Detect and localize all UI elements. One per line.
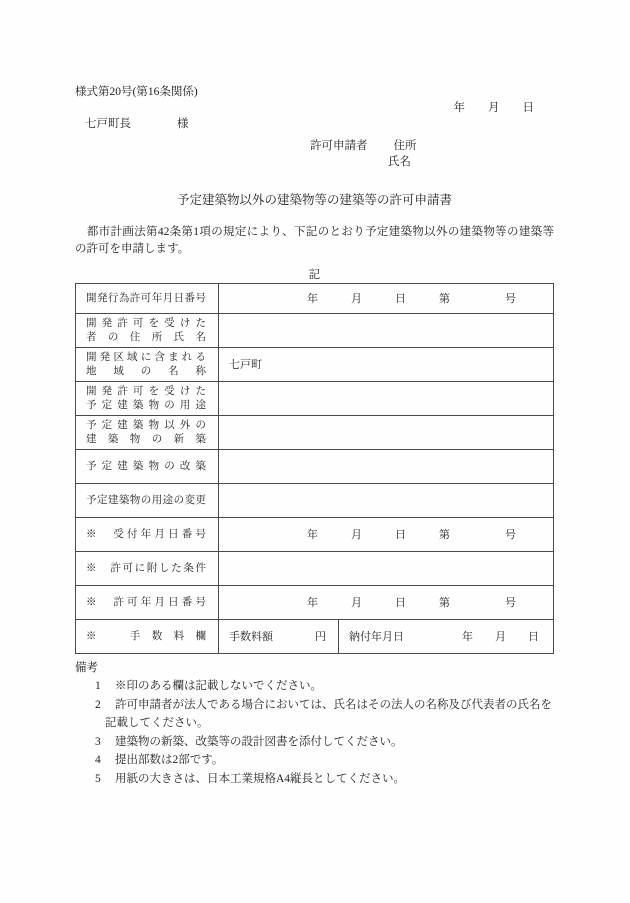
body-paragraph	[75, 224, 554, 258]
addressee-line	[85, 116, 554, 132]
row-label-cell	[76, 348, 219, 382]
note-item	[95, 751, 554, 770]
date-line: 年 月 日	[453, 102, 534, 114]
row-label: ※ 許可に附した条件	[86, 562, 206, 574]
note-item	[95, 770, 554, 789]
row-label-cell	[76, 552, 219, 586]
note-text	[115, 751, 223, 770]
note-number: 1	[95, 680, 101, 692]
row-label-cell	[76, 314, 219, 348]
row-value-cell	[219, 586, 554, 620]
addressee: 七戸町長	[85, 118, 131, 130]
applicant-line	[310, 138, 554, 154]
row-value-cell	[219, 484, 554, 518]
row-label: 者の住所氏名	[86, 331, 206, 343]
row-label: 開発区域に含まれる	[86, 351, 206, 363]
row-label: 開発許可を受けた	[86, 317, 206, 329]
row-label: 開発行為許可年月日番号	[86, 292, 206, 304]
note-line: 用紙の大きさは、日本工業規格A4縦長としてください。	[115, 772, 406, 785]
note-item	[95, 733, 554, 752]
note-line: ※印のある欄は記載しないでください。	[115, 680, 322, 692]
table-row	[76, 314, 554, 348]
payment-date	[349, 630, 539, 644]
note-text	[115, 677, 322, 696]
payment-date-label: 納付年月日	[349, 630, 404, 643]
note-line: 許可申請者が法人である場合においては、氏名はその法人の名称及び代表者の氏名を	[115, 698, 552, 711]
table-row	[76, 416, 554, 450]
table-row	[76, 518, 554, 552]
row-label: ※ 許可年月日番号	[86, 596, 206, 608]
table-row	[76, 484, 554, 518]
table-row	[76, 284, 554, 314]
note-text	[105, 696, 552, 733]
page-title: 予定建築物以外の建築物等の建築等の許可申請書	[176, 193, 452, 207]
row-label-cell	[76, 586, 219, 620]
row-value: 年 月 日 第 号	[307, 596, 516, 609]
row-value-cell	[219, 314, 554, 348]
record-mark: 記	[308, 269, 321, 281]
table-row	[76, 450, 554, 484]
table-row	[76, 586, 554, 620]
row-label-cell	[76, 284, 219, 314]
notes-heading: 備考	[75, 662, 98, 674]
note-line: 記載してください。	[105, 717, 209, 729]
notes-section	[75, 659, 554, 788]
note-number: 2	[95, 698, 101, 711]
application-table	[75, 283, 554, 654]
payment-date-value: 年 月 日	[462, 630, 539, 643]
row-label: 予定建築物以外の	[86, 419, 206, 431]
table-row	[76, 382, 554, 416]
row-label: ※ 受付年月日番号	[86, 528, 206, 540]
row-label: 予定建築物の改築	[86, 460, 206, 472]
fee-unit-label: 円	[315, 630, 326, 643]
table-row	[76, 552, 554, 586]
row-value-cell	[219, 284, 554, 314]
note-text	[115, 770, 405, 789]
note-line: 提出部数は2部です。	[115, 754, 224, 766]
row-label-cell	[76, 518, 219, 552]
fee-amount	[229, 630, 326, 644]
row-label: 地域の名称	[86, 365, 206, 377]
note-line: 建築物の新築、改築等の設計図書を添付してください。	[115, 735, 403, 748]
row-label-cell	[76, 484, 219, 518]
row-label: 建築物の新築	[86, 433, 206, 445]
row-label: 予定建築物の用途	[86, 399, 206, 411]
note-number: 4	[95, 754, 101, 766]
applicant-name-label: 氏名	[388, 156, 411, 168]
applicant-address-label: 住所	[393, 140, 417, 152]
note-item	[95, 696, 554, 733]
note-number: 5	[95, 772, 101, 785]
fee-amount-cell	[219, 620, 339, 654]
body-line-1: 都市計画法第42条第1項の規定により、下記のとおり予定建築物以外の建築物等の建築等	[75, 226, 554, 238]
row-value: 七戸町	[229, 358, 262, 371]
applicant-block	[310, 138, 554, 170]
row-label-cell	[76, 382, 219, 416]
row-value-cell	[219, 552, 554, 586]
row-value-cell	[219, 416, 554, 450]
row-label-cell	[76, 416, 219, 450]
payment-date-cell	[339, 620, 554, 654]
applicant-label: 許可申請者	[310, 140, 368, 152]
table-row	[76, 620, 554, 654]
row-value: 年 月 日 第 号	[307, 528, 516, 541]
row-value: 年 月 日 第 号	[307, 292, 516, 305]
row-value-cell	[219, 450, 554, 484]
row-value-cell	[219, 382, 554, 416]
row-label-cell	[76, 620, 219, 654]
row-label: 開発許可を受けた	[86, 385, 206, 397]
applicant-name-line	[310, 154, 554, 170]
row-label-cell	[76, 450, 219, 484]
note-number: 3	[95, 735, 101, 748]
form-number: 様式第20号(第16条関係)	[75, 86, 198, 98]
row-value-cell	[219, 348, 554, 382]
row-label: 予定建築物の用途の変更	[86, 494, 206, 506]
note-item	[95, 677, 554, 696]
fee-amount-label: 手数料額	[229, 630, 273, 643]
table-row	[76, 348, 554, 382]
body-line-2: の許可を申請します。	[75, 243, 190, 255]
note-text	[115, 733, 403, 752]
row-value-cell	[219, 518, 554, 552]
row-label: ※ 手数料欄	[86, 630, 206, 642]
addressee-honorific: 様	[177, 118, 189, 130]
